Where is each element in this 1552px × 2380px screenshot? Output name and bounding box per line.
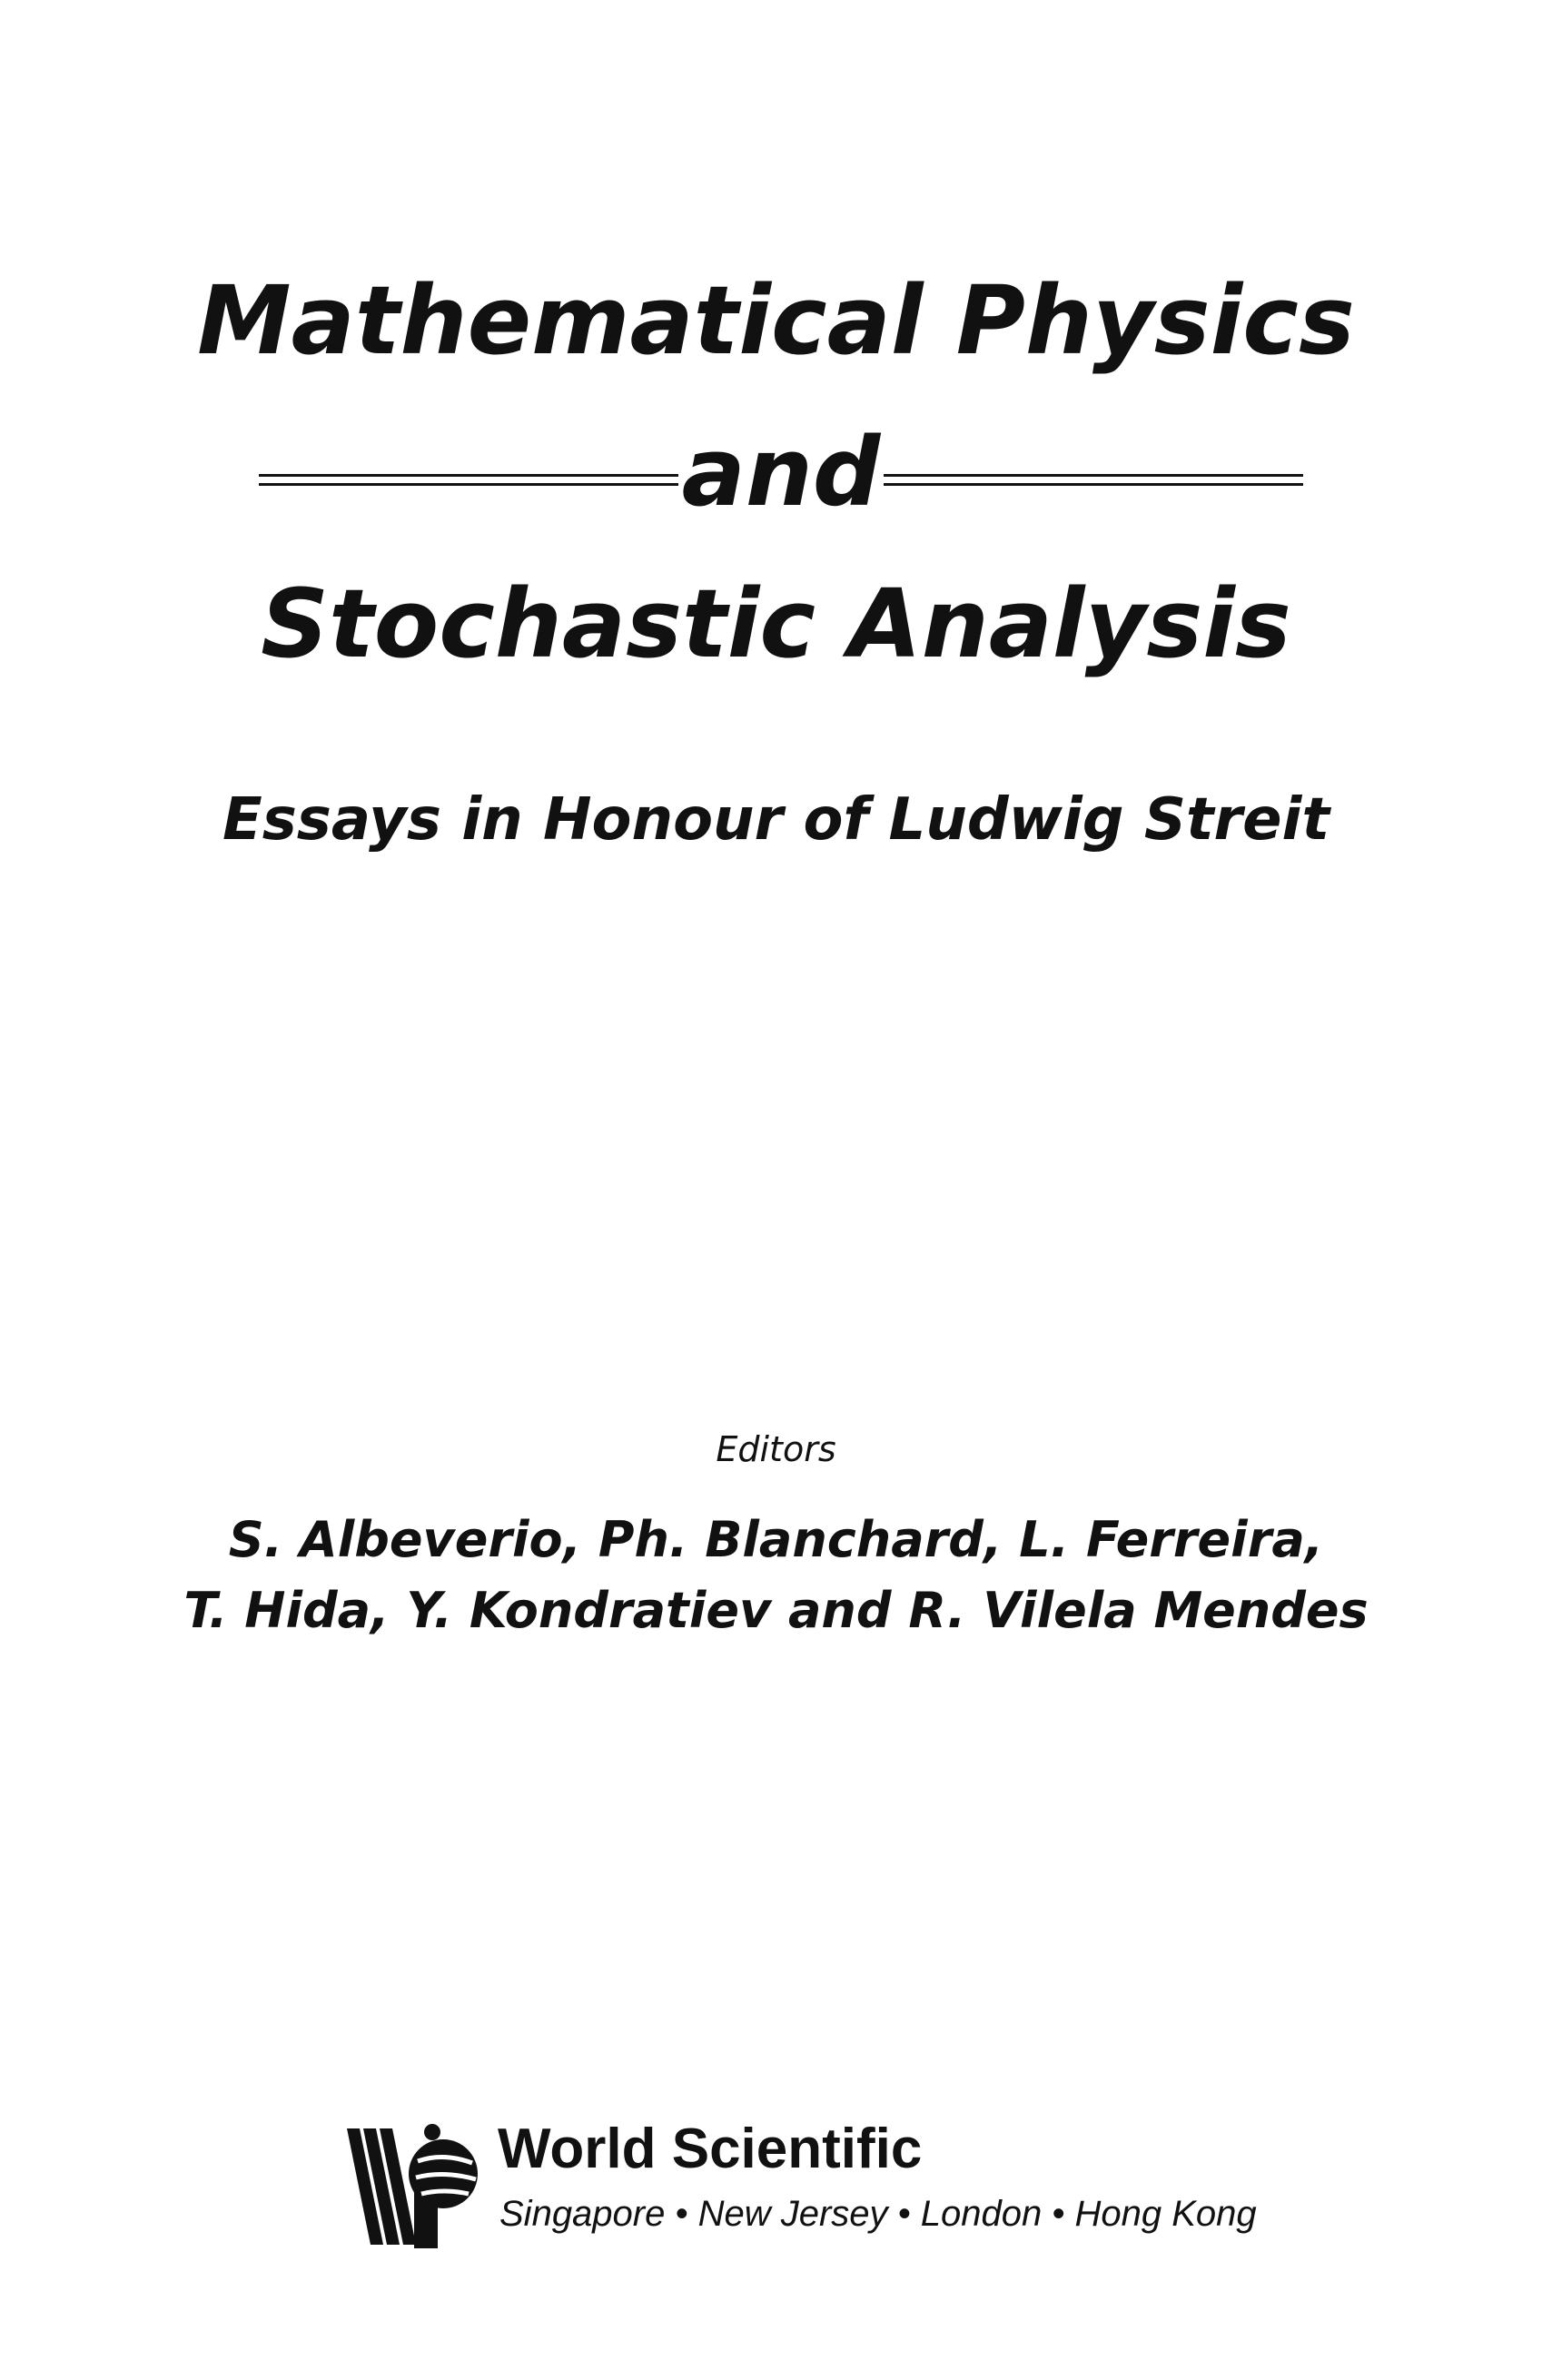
title-connector: and (681, 417, 881, 528)
editors-names-line-1: S. Albeverio, Ph. Blanchard, L. Ferreira, (228, 1511, 1324, 1568)
book-title-line-2: Stochastic Analysis (261, 568, 1291, 679)
publisher-name: World Scientific (498, 2118, 923, 2180)
publisher-cities: Singapore • New Jersey • London • Hong Kong (499, 2194, 1257, 2234)
title-connector-row (259, 417, 1303, 534)
world-scientific-logo-icon (345, 2121, 481, 2248)
book-title-line-1: Mathematical Physics (197, 265, 1355, 376)
left-double-rule (259, 474, 678, 486)
right-double-rule (884, 474, 1303, 486)
publisher-block (345, 2116, 1257, 2252)
editors-names-line-2: T. Hida, Y. Kondratiev and R. Vilela Mendes (183, 1582, 1369, 1639)
editors-label: Editors (716, 1429, 836, 1469)
book-subtitle: Essays in Honour of Ludwig Streit (222, 786, 1330, 854)
